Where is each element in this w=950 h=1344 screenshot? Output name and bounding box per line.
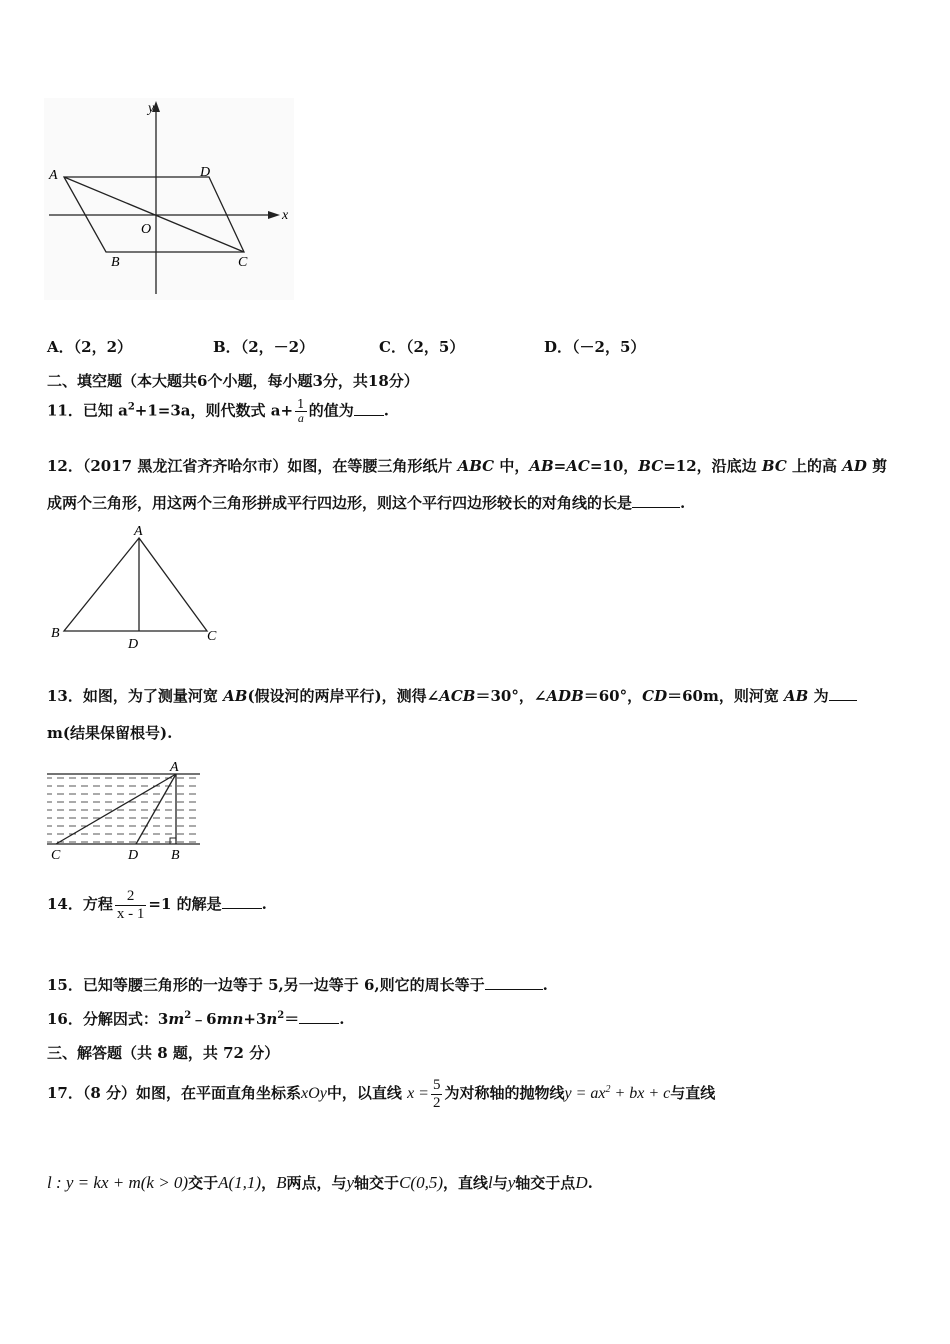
question-13-line1: 13．如图，为了测量河宽 AB(假设河的两岸平行)，测得∠ACB＝30°，∠ADB＝60°，CD＝60m，则河宽 AB 为 xyxy=(47,685,857,706)
question-17-line2: l : y = kx + m(k > 0)交于A(1,1)，B两点，与y轴交于C(0,5)，直线l与y轴交于点D. xyxy=(47,1173,593,1192)
question-15: 15．已知等腰三角形的一边等于 5,另一边等于 6,则它的周长等于 . xyxy=(47,976,548,994)
section3-title: 三、解答题（共 8 题，共 72 分） xyxy=(47,1044,280,1062)
figure-river xyxy=(44,758,204,868)
label-C: C xyxy=(51,848,61,863)
label-A: A xyxy=(134,524,143,539)
label-A: A xyxy=(170,760,179,775)
label-O: O xyxy=(141,222,152,237)
question-16: 16．分解因式：$3m^2﹣6mn+3n^2=$ . xyxy=(47,1010,345,1028)
label-D: D xyxy=(128,848,139,863)
label-B: B xyxy=(171,848,180,863)
label-x: x xyxy=(282,208,289,223)
label-B: B xyxy=(51,626,60,641)
question-12-line1: 12．（2017 黑龙江省齐齐哈尔市）如图，在等腰三角形纸片 ABC 中，AB=AC=10，BC=12，沿底边 BC 上的高 AD 剪 xyxy=(47,457,888,475)
question-17-line1: 17．（8 分）如图，在平面直角坐标系xOy中，以直线 x = $\frac{5}{2}$ 为对称轴的抛物线$y = ax^2$ + bx + c与直线 xyxy=(47,1077,716,1111)
label-C: C xyxy=(207,629,217,644)
option-b: B．（2，－2） xyxy=(213,338,315,356)
label-D: D xyxy=(200,165,211,180)
option-d: D．（－2，5） xyxy=(544,338,646,356)
question-11: 11．已知 $a^2+1=3a$，则代数式 a+ $\frac{1}{a}$ 的值为 . xyxy=(47,397,389,426)
figure-parallelogram-axes xyxy=(44,98,294,300)
label-B: B xyxy=(111,255,120,270)
figure-isosceles-triangle xyxy=(44,520,234,655)
option-c: C．（2，5） xyxy=(379,338,465,356)
section2-title: 二、填空题（本大题共6个小题，每小题3分，共18分） xyxy=(47,372,419,390)
option-a: A．（2，2） xyxy=(47,338,133,356)
question-13-line2: m(结果保留根号). xyxy=(47,724,173,742)
label-A: A xyxy=(49,168,58,183)
label-y: y xyxy=(148,101,155,116)
label-C: C xyxy=(238,255,248,270)
question-12-line2: 成两个三角形，用这两个三角形拼成平行四边形，则这个平行四边形较长的对角线的长是 . xyxy=(47,494,686,512)
question-14: 14．方程 $\frac{2}{x - 1}$ =1 的解是 . xyxy=(47,888,267,922)
label-D: D xyxy=(128,637,139,652)
